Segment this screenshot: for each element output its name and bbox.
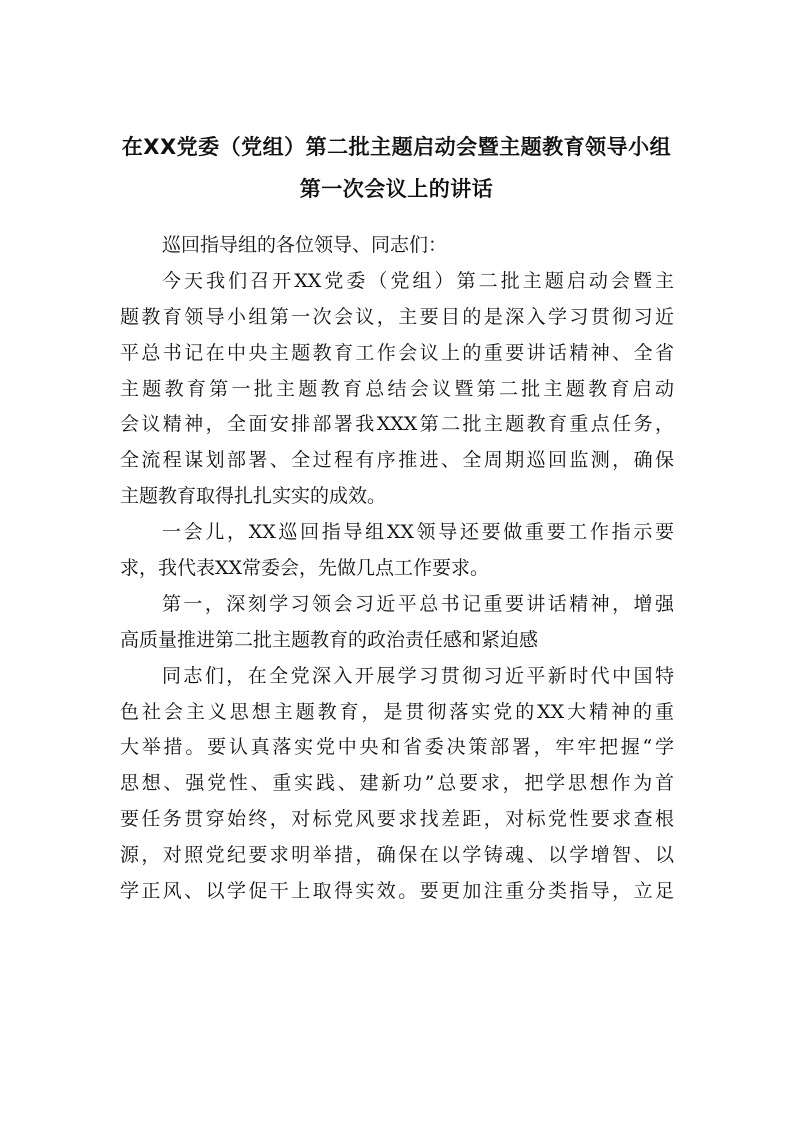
- paragraph-line: 源，对照党纪要求明举措，确保在以学铸魂、以学增智、以: [120, 844, 674, 867]
- paragraph-line: 会议精神，全面安排部署我XXX第二批主题教育重点任务，: [120, 413, 674, 436]
- paragraph-line: 思想、强党性、重实践、建新功”总要求，把学思想作为首: [120, 772, 674, 795]
- paragraph-line: 一会儿，XX巡回指导组XX领导还要做重要工作指示要: [162, 521, 674, 544]
- paragraph-line: 平总书记在中央主题教育工作会议上的重要讲话精神、全省: [120, 341, 674, 364]
- paragraph-line: 第一，深刻学习领会习近平总书记重要讲话精神，增强: [162, 592, 674, 615]
- paragraph-line: 学正风、以学促干上取得实效。要更加注重分类指导，立足: [120, 880, 674, 903]
- paragraph-line: 主题教育取得扎扎实实的成效。: [120, 485, 387, 508]
- paragraph-3: [120, 659, 674, 910]
- section-heading-1: [120, 587, 674, 659]
- salutation: 巡回指导组的各位领导、同志们：: [162, 234, 448, 256]
- paragraph-line: 色社会主义思想主题教育，是贯彻落实党的XX大精神的重: [120, 700, 674, 723]
- paragraph-line: 主题教育第一批主题教育总结会议暨第二批主题教育启动: [120, 377, 674, 400]
- paragraph-line: 求，我代表XX常委会，先做几点工作要求。: [120, 557, 490, 580]
- document-title-line-2: 第一次会议上的讲话: [299, 177, 494, 201]
- paragraph-line: 同志们，在全党深入开展学习贯彻习近平新时代中国特: [162, 664, 674, 687]
- paragraph-2: [120, 515, 674, 587]
- paragraph-1: [120, 264, 674, 515]
- paragraph-line: 全流程谋划部署、全过程有序推进、全周期巡回监测，确保: [120, 449, 674, 472]
- paragraph-line: 要任务贯穿始终，对标党风要求找差距，对标党性要求查根: [120, 808, 674, 831]
- paragraph-line: 大举措。要认真落实党中央和省委决策部署，牢牢把握“学: [120, 736, 674, 759]
- paragraph-line: 高质量推进第二批主题教育的政治责任感和紧迫感: [120, 628, 539, 651]
- paragraph-line: 题教育领导小组第一次会议，主要目的是深入学习贯彻习近: [120, 305, 674, 328]
- document-title-line-1: 在XX党委（党组）第二批主题启动会暨主题教育领导小组: [121, 135, 672, 159]
- paragraph-line: 今天我们召开XX党委（党组）第二批主题启动会暨主: [162, 269, 674, 292]
- document-body: [120, 228, 674, 910]
